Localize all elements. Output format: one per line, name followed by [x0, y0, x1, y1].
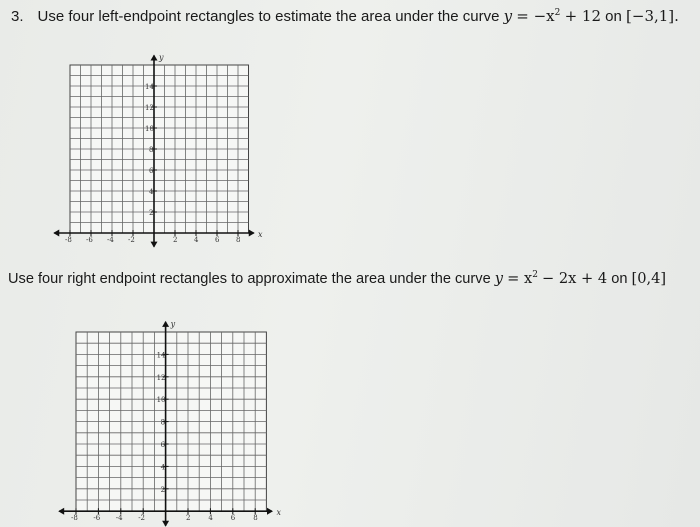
y-tick-label: 2	[149, 209, 154, 217]
y-tick-label: 12	[145, 104, 154, 112]
x-tick-label: 2	[186, 514, 191, 523]
y-tick-label: 10	[145, 125, 154, 133]
x-tick-label: -4	[107, 236, 114, 244]
x-tick-label: 8	[236, 236, 241, 244]
y-tick-label: 10	[156, 396, 166, 405]
problem-number: 3.	[11, 8, 24, 25]
problem-4-on: on	[611, 271, 628, 287]
x-axis-label: x	[257, 230, 263, 239]
x-tick-label: -8	[71, 514, 78, 523]
x-tick-label: -2	[138, 514, 146, 523]
x-tick-label: 4	[194, 236, 199, 244]
y-tick-label: 6	[149, 167, 154, 175]
x-tick-label: -2	[128, 236, 135, 244]
problem-4-exp: 2	[532, 270, 538, 281]
y-tick-label: 12	[156, 373, 166, 382]
problem-3-interval: [−3,1].	[626, 7, 679, 25]
y-tick-label: 2	[160, 485, 166, 494]
x-tick-label: 8	[253, 514, 258, 523]
x-tick-label: -6	[93, 514, 101, 523]
y-axis-label: y	[159, 52, 164, 62]
x-tick-label: 2	[173, 236, 178, 244]
y-tick-label: 14	[145, 83, 154, 91]
x-axis-arrow-right	[267, 508, 273, 515]
x-tick-label: 6	[230, 514, 236, 523]
x-tick-label: 4	[208, 514, 213, 523]
y-tick-label: 6	[160, 441, 166, 449]
problem-4-var: y	[494, 270, 504, 287]
problem-3-rest: + 12	[564, 7, 601, 25]
x-axis-label: x	[276, 508, 281, 518]
problem-3-on: on	[605, 8, 622, 25]
problem-3-exp: 2	[554, 8, 561, 18]
problem-4-rest: − 2x + 4	[541, 270, 608, 287]
y-axis-arrow-down	[162, 521, 169, 527]
x-axis-arrow-left	[58, 508, 64, 515]
y-tick-label: 4	[160, 463, 166, 472]
y-tick-label: 8	[160, 418, 166, 427]
problem-4-interval: [0,4]	[631, 270, 667, 287]
x-tick-label: 6	[215, 236, 220, 244]
problem-3-var: y	[503, 7, 513, 25]
problem-4-prefix: Use four right endpoint rectangles to approximate the area under the curve	[8, 271, 491, 287]
y-tick-label: 8	[149, 146, 154, 154]
problem-3-prefix: Use four left-endpoint rectangles to estimate the area under the curve	[37, 8, 500, 25]
x-tick-label: -4	[115, 514, 123, 523]
problem-4-eq: = x	[507, 270, 533, 287]
y-tick-label: 14	[156, 351, 166, 360]
y-axis-arrow-up	[162, 321, 169, 327]
y-tick-label: 4	[149, 188, 154, 196]
y-axis-label: y	[170, 319, 176, 329]
x-tick-label: -8	[65, 236, 72, 244]
problem-3-eq: = −x	[516, 7, 555, 25]
x-tick-label: -6	[86, 236, 93, 244]
